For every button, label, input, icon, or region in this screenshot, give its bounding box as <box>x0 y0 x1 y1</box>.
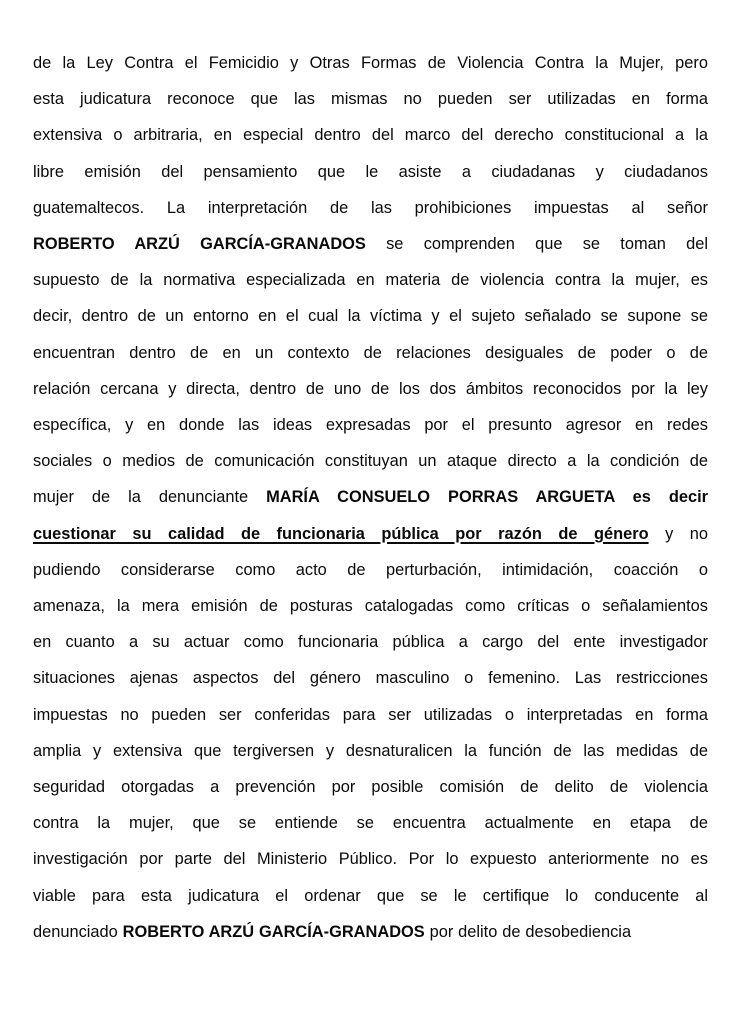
text-line <box>33 624 708 660</box>
text-run-bold: ROBERTO ARZÚ GARCÍA-GRANADOS <box>33 235 366 254</box>
text-line <box>33 588 708 624</box>
text-run-normal: y no <box>648 524 708 543</box>
text-line <box>33 335 708 371</box>
text-line <box>33 660 708 696</box>
text-line <box>33 407 708 443</box>
text-line <box>33 479 708 515</box>
text-run-normal: denunciado <box>33 922 123 941</box>
text-run-normal: amenaza, la mera emisión de posturas catalogadas como críticas o señalamientos <box>33 597 708 616</box>
text-run-normal: de la Ley Contra el Femicidio y Otras Formas de Violencia Contra la Mujer, pero <box>33 54 708 72</box>
text-run-normal: contra la mujer, que se entiende se encuentra actualmente en etapa de <box>33 814 708 833</box>
text-line <box>33 443 708 479</box>
text-line <box>33 190 708 226</box>
text-run-normal: decir, dentro de un entorno en el cual la víctima y el sujeto señalado se supone se <box>33 307 708 326</box>
text-run-normal: seguridad otorgadas a prevención por posible comisión de delito de violencia <box>33 778 708 797</box>
text-run-normal: específica, y en donde las ideas expresadas por el presunto agresor en redes <box>33 416 708 435</box>
text-run-normal: por delito de desobediencia <box>424 922 632 941</box>
text-run-normal: investigación por parte del Ministerio Público. Por lo expuesto anteriormente no es <box>33 850 708 869</box>
text-line <box>33 117 708 153</box>
text-run-normal: viable para esta judicatura el ordenar que se le certifique lo conducente al <box>33 886 708 905</box>
text-line <box>33 81 708 117</box>
document-text <box>33 45 708 950</box>
text-line <box>33 226 708 262</box>
text-run-normal: guatemaltecos. La interpretación de las prohibiciones impuestas al señor <box>33 198 708 217</box>
text-run-normal: impuestas no pueden ser conferidas para ser utilizadas o interpretadas en forma <box>33 705 708 724</box>
text-run-normal: situaciones ajenas aspectos del género masculino o femenino. Las restricciones <box>33 669 708 688</box>
text-line <box>33 769 708 805</box>
text-line <box>33 45 708 81</box>
text-line <box>33 841 708 877</box>
text-run-normal: sociales o medios de comunicación constituyan un ataque directo a la condición de <box>33 452 708 471</box>
text-run-normal: se comprenden que se toman del <box>365 235 708 254</box>
text-line <box>33 516 708 552</box>
text-line <box>33 697 708 733</box>
text-run-normal: relación cercana y directa, dentro de uno de los dos ámbitos reconocidos por la ley <box>33 379 708 398</box>
text-line <box>33 371 708 407</box>
text-line <box>33 154 708 190</box>
text-run-normal: pudiendo considerarse como acto de perturbación, intimidación, coacción o <box>33 560 708 579</box>
text-line <box>33 914 708 950</box>
text-run-normal: en cuanto a su actuar como funcionaria pública a cargo del ente investigador <box>33 633 708 652</box>
text-line <box>33 733 708 769</box>
text-line <box>33 262 708 298</box>
text-line <box>33 552 708 588</box>
text-line <box>33 805 708 841</box>
text-run-normal: extensiva o arbitraria, en especial dentro del marco del derecho constitucional a la <box>33 126 708 145</box>
text-run-bold: ROBERTO ARZÚ GARCÍA-GRANADOS <box>122 922 425 941</box>
text-run-bold-underline: cuestionar su calidad de funcionaria pública por razón de género <box>33 524 649 543</box>
text-run-normal: amplia y extensiva que tergiversen y desnaturalicen la función de las medidas de <box>33 741 708 760</box>
text-run-normal: mujer de la denunciante <box>33 488 267 507</box>
text-run-normal: esta judicatura reconoce que las mismas no pueden ser utilizadas en forma <box>33 90 708 109</box>
text-run-normal: libre emisión del pensamiento que le asiste a ciudadanas y ciudadanos <box>33 162 708 181</box>
text-run-normal: supuesto de la normativa especializada en materia de violencia contra la mujer, es <box>33 271 708 290</box>
text-line <box>33 298 708 334</box>
text-line <box>33 878 708 914</box>
text-run-bold: MARÍA CONSUELO PORRAS ARGUETA es decir <box>266 488 708 507</box>
text-run-normal: encuentran dentro de en un contexto de relaciones desiguales de poder o de <box>33 343 708 362</box>
